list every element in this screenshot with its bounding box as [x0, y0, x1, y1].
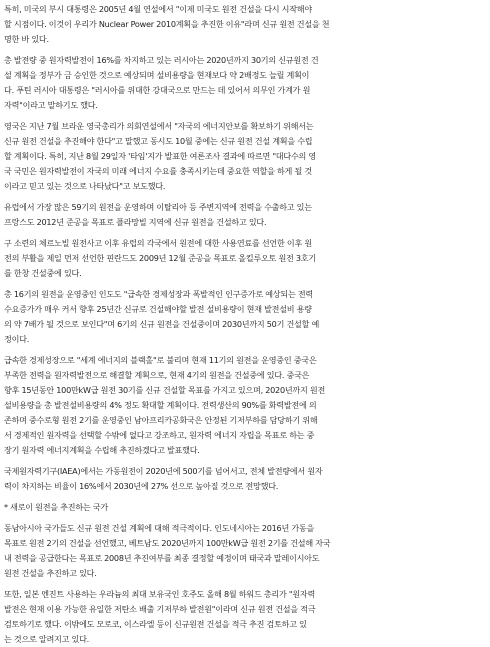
text-line: 명한 바 있다. — [4, 34, 49, 44]
text-line: 설비용량을 총 발전설비용량의 4% 정도 확대할 계획이다. 전력생산의 90%를 화력발전에 의 — [4, 400, 317, 410]
text-line: 구 소련의 체르노빌 원전사고 이후 유럽의 각국에서 원전에 대한 사용연료를 선언한 이후 원 — [4, 238, 312, 248]
text-line: 향후 15년동안 100만kW급 원전 30기를 신규 건설할 목표를 가지고 있으며, 2020년까지 원전 — [4, 385, 326, 395]
text-line: 할 시점이다. 이것이 우리가 Nuclear Power 2010계획을 추진한 이유"라며 신규 원전 건설을 천 — [4, 19, 330, 29]
text-line: 국 국민은 원자력발전이 자국의 미래 에너지 수요를 충족시키는데 중요한 역할을 하게 될 것 — [4, 166, 312, 176]
text-line: 프랑스도 2012년 준공을 목표로 플라망빌 지역에 신규 원전을 건설하고 있다. — [4, 217, 267, 227]
text-line: 력이 차지하는 비율이 16%에서 2030년에 27% 선으로 높아질 것으로 전망했다. — [4, 481, 279, 491]
text-line: 존하며 중수로형 원전 2기를 운영중인 남아프리카공화국은 안정된 기저부하를 담당하기 위해 — [4, 415, 318, 425]
text-line: 다. 푸틴 러시아 대통령은 "러시아를 위대한 강대국으로 만드는 데 있어서 의무인 가계가 원 — [4, 85, 311, 95]
text-line: 특히, 미국의 부시 대통령은 2005년 4월 연설에서 "이제 미국도 원전 건설을 다시 시작해야 — [4, 4, 312, 14]
text-line: 수요증가가 매우 커서 향후 25년간 신규로 건설해야할 발전 설비용량이 현재 발전설비 용량 — [4, 304, 312, 314]
text-line: 원전 건설을 추진하고 있다. — [4, 568, 97, 578]
text-line: 정이다. — [4, 334, 30, 344]
text-line: 영국은 지난 7월 브라운 영국총리가 의회연설에서 "자국의 에너지안보를 확보하기 위해서는 — [4, 121, 314, 131]
paragraph-australia — [4, 587, 486, 647]
text-line: 서 경제적인 원자력을 선택할 수밖에 없다고 강조하고, 원자력 에너지 자립을 목표로 하는 중 — [4, 430, 315, 440]
paragraph-uk — [4, 119, 486, 194]
text-line: 급속한 경제성장으로 "세계 에너지의 블랙홀"로 불리며 현재 11기의 원전을 운영중인 중국은 — [4, 355, 317, 365]
text-line: 장기 원자력 에너지계획을 수립해 추진하겠다고 발표했다. — [4, 445, 200, 455]
text-line: 부족한 전력을 원자력발전으로 해결할 계획으로, 현재 4기의 원전을 건설중에 있다. 중국은 — [4, 370, 310, 380]
text-line: 신규 원전 건설을 추진해야 한다"고 말했고 동시도 10월 중에는 신규 원전 건설 계획을 수립 — [4, 136, 313, 146]
text-line: 를 한창 건설중에 있다. — [4, 268, 82, 278]
text-line: 설 계획을 정부가 금 승인한 것으로 예상되며 설비용량을 현재보다 약 2배정도 늘릴 계획이 — [4, 70, 310, 80]
paragraph-southeast-asia — [4, 521, 486, 581]
text-line: 발전은 현재 이용 가능한 유일한 저탄소 배출 기저부하 발전원"이라며 신규 원전 건설을 적극 — [4, 604, 316, 614]
paragraph-china-southafrica — [4, 353, 486, 458]
text-line: 는 것으로 알려지고 있다. — [4, 634, 89, 644]
section-heading-new-countries — [4, 500, 486, 515]
paragraph-finland — [4, 236, 486, 281]
text-line: * 새로이 원전을 추진하는 국가 — [4, 502, 108, 512]
text-line: 유럽에서 가장 많은 59기의 원전을 운영하며 이탈리아 등 주변지역에 전력을 수출하고 있는 — [4, 202, 312, 212]
text-line: 목표로 원전 2기의 건설을 선언했고, 베트남도 2020년까지 100만kW급 원전 2기를 건설해 자국 — [4, 538, 331, 548]
text-line: 검토하기로 했다. 이밖에도 모로코, 이스라엘 등이 신규원전 건설을 적극 추진 검토하고 있 — [4, 619, 307, 629]
text-line: 의 약 7배가 될 것으로 보인다"며 6기의 신규 원전을 건설중이며 2030년까지 50기 건설할 예 — [4, 319, 320, 329]
text-line: 자력"이라고 말하기도 했다. — [4, 100, 98, 110]
text-line: 국제원자력기구(IAEA)에서는 가동원전이 2020년에 500기를 넘어서고, 전체 발전량에서 원자 — [4, 466, 323, 476]
text-line: 총 발전량 중 원자력발전이 16%를 차지하고 있는 러시아는 2020년까지 30기의 신규원전 건 — [4, 55, 319, 65]
paragraph-russia — [4, 53, 486, 113]
paragraph-us-bush — [4, 2, 486, 47]
text-line: 이라고 믿고 있는 것으로 나타났다"고 보도했다. — [4, 181, 166, 191]
paragraph-india — [4, 287, 486, 347]
paragraph-iaea — [4, 464, 486, 494]
text-line: 총 16기의 원전을 운영중인 인도도 "급속한 경제성장과 폭발적인 인구증가로 예상되는 전력 — [4, 289, 313, 299]
paragraph-france — [4, 200, 486, 230]
text-line: 동남아시아 국가들도 신규 원전 건설 계획에 대해 적극적이다. 인도네시아는 2016년 가동을 — [4, 523, 315, 533]
text-line: 할 계획이다. 특히, 지난 8월 29일자 '타임'지가 발표한 여론조사 결과에 따르면 "대다수의 영 — [4, 151, 316, 161]
text-line: 내 전력을 공급한다는 목표로 2008년 추진여부를 최종 결정할 예정이며 태국과 말레이시아도 — [4, 553, 320, 563]
text-line: 전의 부활을 제일 먼저 선언한 핀란드도 2009년 12월 준공을 목표로 올킬루오토 원전 3호기 — [4, 253, 316, 263]
text-line: 또한, 일본 엔진트 사용하는 우라늄의 최대 보유국인 호주도 올해 8월 하워드 총리가 "원자력 — [4, 589, 316, 599]
